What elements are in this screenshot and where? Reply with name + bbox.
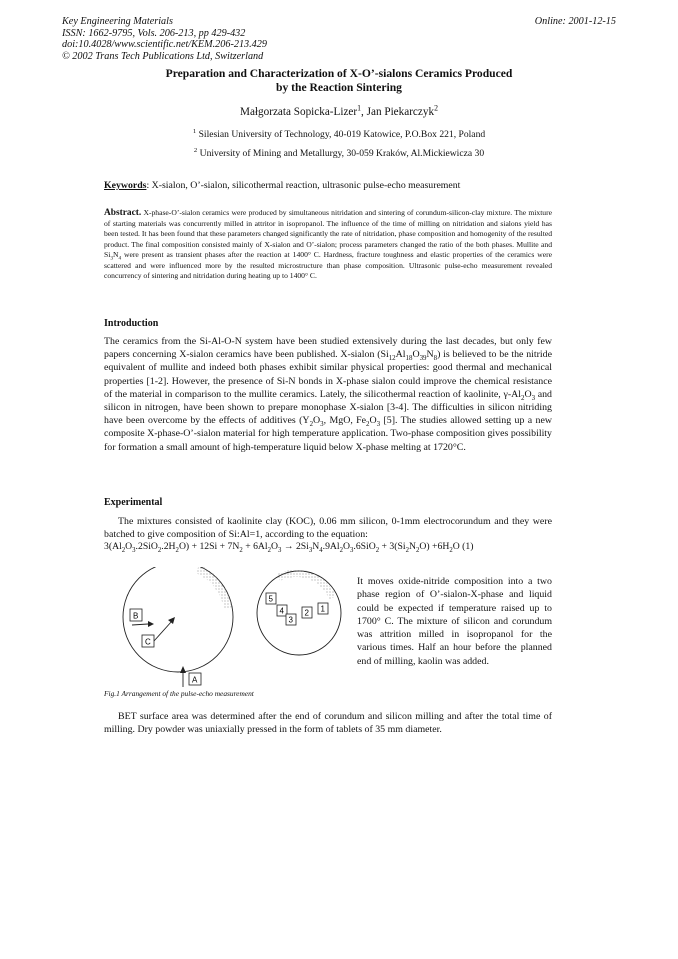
subscript: 3 bbox=[531, 394, 536, 402]
intro-text: , MgO, Fe bbox=[323, 415, 367, 427]
abstract-text: were present as transient phases after the reaction at 1400° C. Hardness, fracture toughness and elastic properties of the ceramics were scattered and were influenced more by the resulted microstructure than phase composition. Ultrasonic pulse-echo measurement revealed concurrency of sintering and nitridation during heating up to 1400° C. bbox=[104, 250, 552, 280]
subscript: 3 bbox=[376, 421, 381, 429]
subscript: 3 bbox=[110, 255, 113, 262]
abstract-label: Abstract. bbox=[104, 208, 142, 218]
position-label-1: 1 bbox=[320, 604, 325, 614]
subscript: 2 bbox=[339, 546, 343, 554]
affiliation-1-text: Silesian University of Technology, 40-019 Katowice, P.O.Box 221, Poland bbox=[198, 129, 486, 140]
arrow-b bbox=[132, 624, 148, 625]
arrow-b-head bbox=[148, 621, 154, 627]
subscript: 2 bbox=[520, 394, 525, 402]
intro-text: N bbox=[426, 349, 434, 361]
probe-label-b: B bbox=[133, 611, 139, 621]
eq-text: .2H bbox=[161, 541, 176, 552]
subscript: 2 bbox=[366, 421, 370, 429]
subscript: 2 bbox=[415, 546, 420, 554]
author-2: Jan Piekarczyk bbox=[366, 106, 435, 118]
position-label-2: 2 bbox=[304, 608, 309, 618]
transducer-shading-right bbox=[276, 570, 336, 599]
affiliation-1-number: 1 bbox=[192, 127, 197, 135]
subscript: 18 bbox=[405, 355, 413, 363]
intro-text: [5]. The studies allowed setting up a new composite X-phase-O’-sialon material for high temperature application. Two-phase composition gives possibility for formation a small amount of high-temperature liquid below X-phase melting at 1720°C. bbox=[104, 415, 552, 453]
author-1-affiliation: 1 bbox=[357, 103, 362, 113]
title-line-2: by the Reaction Sintering bbox=[276, 81, 402, 94]
experimental-side-paragraph: It moves oxide-nitride composition into a two phase region of O’-sialon-X-phase and liquid could be expected if temperature raised up to 1700° C. The mixture of silicon and corundum was attrition milled in isopropanol for the various times. Half an hour before the planned end of milling, kaolin was added. bbox=[357, 576, 552, 667]
author-1: Małgorzata Sopicka-Lizer bbox=[240, 106, 358, 118]
keywords-label: Keywords bbox=[104, 180, 147, 191]
intro-text: O bbox=[412, 349, 420, 361]
subscript: 3 bbox=[278, 546, 282, 554]
affiliation-2 bbox=[62, 148, 616, 159]
intro-text: O bbox=[313, 415, 321, 427]
abstract-text: X-phase-O’-sialon ceramics were produced by simultaneous nitridation and sintering of corundum-silicon-clay mixture. The mixture of starting materials was concurrently milled in attritor in isopropanol. The influence of the time of milling on nitridation and sialons yield has been tested. It has been found that these parameters changed significantly the rate of nitridation, phase composition and homogenity of the resulted product. The final composition consisted mainly of X-sialon and O’-sialon; process parameters changed the ratio of the both phases. Mullite and Si bbox=[104, 208, 552, 259]
author-separator: , bbox=[361, 106, 367, 118]
abstract bbox=[104, 208, 552, 282]
subscript: 4 bbox=[118, 255, 122, 262]
intro-text: ) is believed to be the nitride equivalent of mullite and indeed both phases exhibit similar physical properties: good thermal and mechanical properties [1-2]. However, the presence of Si-N bonds in X-phase sialon could improve the chemical resistance of the material in comparison to the mullite ceramics. Lately, the silicothermal reaction of kaolinite, γ-Al bbox=[104, 349, 552, 400]
figure-caption: Fig.1 Arrangement of the pulse-echo measurement bbox=[104, 689, 254, 698]
eq-text: O) +6H bbox=[419, 541, 450, 552]
title-line-1: Preparation and Characterization of X-O’-sialons Ceramics Produced bbox=[165, 67, 513, 80]
affiliation-2-number: 2 bbox=[193, 146, 198, 154]
position-label-5: 5 bbox=[268, 594, 273, 604]
arrow-c-head bbox=[168, 617, 175, 624]
eq-text: 3(Al bbox=[104, 541, 122, 552]
introduction-heading: Introduction bbox=[104, 318, 159, 329]
subscript: 39 bbox=[419, 355, 427, 363]
subscript: 3 bbox=[132, 546, 136, 554]
subscript: 3 bbox=[308, 546, 313, 554]
doi-line: doi:10.4028/www.scientific.net/KEM.206-213.429 bbox=[62, 39, 267, 50]
subscript: 2 bbox=[405, 546, 409, 554]
eq-text: .2SiO bbox=[135, 541, 158, 552]
paper-title bbox=[62, 67, 616, 95]
eq-text: N bbox=[408, 541, 416, 552]
subscript: 2 bbox=[449, 546, 453, 554]
subscript: 2 bbox=[239, 546, 243, 554]
keywords: Keywords: X-sialon, O’-sialon, silicothermal reaction, ultrasonic pulse-echo measurement bbox=[104, 180, 461, 191]
pulse-echo-figure bbox=[104, 567, 342, 687]
intro-text: and silicon in nitrogen, have been shown to prepare monophase X-sialon [3-4]. The difficulties in silicon nitriding have been overcome by the effects of additives (Y bbox=[104, 388, 552, 427]
subscript: 12 bbox=[388, 355, 396, 363]
subscript: 3 bbox=[350, 546, 354, 554]
subscript: 2 bbox=[267, 546, 272, 554]
subscript: 2 bbox=[309, 421, 314, 429]
probe-label-a: A bbox=[192, 675, 198, 685]
affiliation-2-text: University of Mining and Metallurgy, 30-059 Kraków, Al.Mickiewicza 30 bbox=[199, 148, 485, 159]
intro-text: Al bbox=[395, 349, 406, 361]
intro-text: The ceramics from the Si-Al-O-N system have been studied extensively during the last decades, but only few papers concerning X-sialon ceramics have been published. X-sialon (Si bbox=[104, 336, 552, 361]
eq-text: → 2Si bbox=[281, 541, 309, 552]
affiliation-1 bbox=[62, 129, 616, 140]
arrow-a-head bbox=[180, 666, 186, 673]
subscript: 2 bbox=[375, 546, 380, 554]
probe-label-c: C bbox=[145, 637, 151, 647]
introduction-paragraph bbox=[104, 335, 552, 454]
reaction-equation bbox=[104, 541, 473, 552]
eq-text: O) + 12Si + 7N bbox=[178, 541, 240, 552]
eq-text: .9Al bbox=[322, 541, 340, 552]
eq-text: O bbox=[125, 541, 133, 552]
position-label-4: 4 bbox=[279, 606, 284, 616]
subscript: 4 bbox=[319, 546, 323, 554]
eq-text: O (1) bbox=[452, 541, 474, 552]
issn-line: ISSN: 1662-9795, Vols. 206-213, pp 429-432 bbox=[62, 27, 246, 39]
bet-paragraph: BET surface area was determined after the end of corundum and silicon milling and after the total time of milling. Dry powder was uniaxially pressed in the form of tablets of 35 mm diameter. bbox=[104, 711, 552, 736]
subscript: 8 bbox=[433, 355, 438, 363]
author-list bbox=[62, 103, 616, 118]
experimental-heading: Experimental bbox=[104, 497, 163, 508]
eq-text: .6SiO bbox=[353, 541, 376, 552]
eq-text: + 6Al bbox=[242, 541, 268, 552]
journal-header bbox=[62, 16, 267, 62]
eq-text: N bbox=[312, 541, 320, 552]
eq-text: + 3(Si bbox=[379, 541, 406, 552]
intro-text: O bbox=[524, 388, 532, 400]
author-2-affiliation: 2 bbox=[434, 103, 438, 113]
position-label-3: 3 bbox=[288, 615, 293, 625]
online-date: Online: 2001-12-15 bbox=[534, 16, 616, 27]
keywords-text: X-sialon, O’-sialon, silicothermal reaction, ultrasonic pulse-echo measurement bbox=[151, 180, 461, 191]
copyright-line: © 2002 Trans Tech Publications Ltd, Switzerland bbox=[62, 50, 264, 62]
subscript: 2 bbox=[157, 546, 162, 554]
subscript: 2 bbox=[121, 546, 126, 554]
experimental-paragraph: The mixtures consisted of kaolinite clay (KOC), 0.06 mm silicon, 0-1mm electrocorundum and they were batched to give composition of Si:Al=1, according to the equation: bbox=[104, 516, 552, 541]
eq-text: O bbox=[271, 541, 279, 552]
subscript: 2 bbox=[175, 546, 179, 554]
transducer-shading-left bbox=[196, 567, 232, 609]
intro-text: O bbox=[369, 415, 377, 427]
journal-name: Key Engineering Materials bbox=[62, 16, 173, 27]
eq-text: O bbox=[343, 541, 350, 552]
abstract-text: N bbox=[113, 250, 119, 259]
arrow-c bbox=[154, 621, 172, 641]
subscript: 3 bbox=[320, 421, 324, 429]
